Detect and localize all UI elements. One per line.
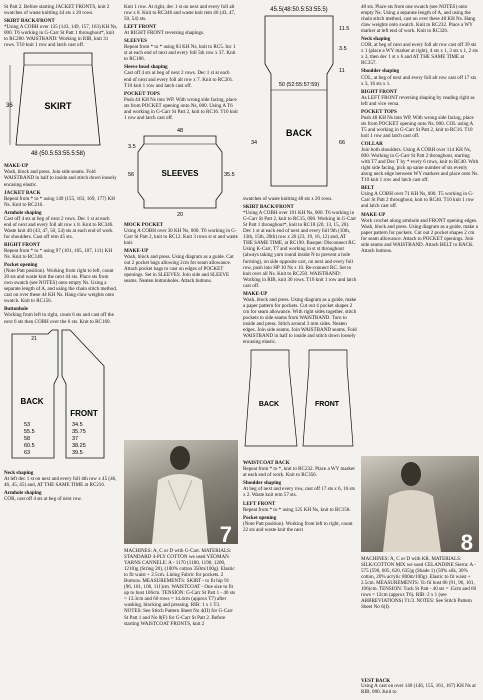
skirt-text: *Using A COBH over 135 (143, 149, 157, 163) KH Ns, 000. T6 working in G-Carr St Patt 1 throughout*, knit to RC280. WAISTBAND: Working in RIB, knit 31 rows. T10 knit 1 row and latch cast off. [4,24,118,49]
skirt-diagram [4,49,114,159]
armhole-2-text: COR, cast off 4 sts at beg of next row. [4,495,82,502]
wc-top-dim: 45.5(48:50.5:53:55.5) [270,7,328,13]
armhole-text: Cast off 4 sts at beg of next 2 rows. Dec 1 st at each end of next and every foll alt row x 8. Knit to RC346. Waste knit 40 (43, 47, 50, 54) sts at each end of work for shoulders. Cast off rem 45 sts. [4,215,114,240]
back-dim-0: 53 [24,421,31,428]
heading-buttonhole: Buttonhole [4,306,29,313]
heading-makeup-1: MAKE-UP [4,163,29,170]
buttonhole-text: Working from left to right, count 6 sts and cast off the next 6 sts then COBH over the 6 sts. Knit to RC160. [4,312,114,325]
neck-1-text: At left dec 1 st on next and every foll 4th row x 45 (46, 46, 45, 45) and, AT THE SAME TIME at RC216. [4,475,117,488]
front-label: FRONT [70,408,98,418]
heading-pocket-tops-2: POCKET TOPS [361,108,397,115]
back-dim-4: 63 [24,449,31,456]
pocket-opening-2-text: (Note Patt position). Working from left to right, count 22 sts and waste knit the next [243,520,353,533]
heading-vest-back: VEST BACK [361,678,391,684]
skirt-2-text: *Using A COBH over 191 KH Ns, 000. T6 working in G-Carr St Patt 2, knit to RC15, 000. Working in G-Carr St Patt 1 throughout*, knit to RC18 (20, 13, 15, 20). Dec 1 st at each end of next and every foll 9th (10th, 13th, 15th, 20th) row x 26 (23, 19, 16, 12) and, AT THE SAME TIME, at RC190. Basque: Disconnect RC. Using K-Carr, T7 and working in st st throughout (always taking yarn round inside N to prevent a hole forming), on side opposite carr, on next and every foll row, push into HP 10 Ns x 10. Re-connect RC. Set to knit over all Ns. Knit to RC250. WAISTBAND: Working in RIB, knit 30 rows. T10 knit 1 row and latch cast off. [243,210,357,289]
col2-top-text: Knit 1 row. At right, dec 1 st on next and every foll alt row x 8. Knit to RC346 and waste knit rem 40 (43, 47, 50, 54) sts. [124,4,236,23]
pocket-tops-text: Push 44 KH Ns into WP. With wrong side facing, place sts from POCKET opening onto Ns, 000. Using A T6 and working in G-Carr St Patt 2, knit to RC16. T10 knit 1 row and latch cast off. [124,96,238,121]
front-dim-3: 38.25 [72,442,86,449]
heading-makeup-3: MAKE-UP [243,290,268,297]
sleeves-text: Repeat from * to * using 83 KH Ns, knit to RC5. Inc 1 st at each end of next and every foll 5th row x 37. Knit to RC186. [124,44,236,63]
neck-2-text: COR, at beg of next and every foll alt row cast off 39 sts x 1 (place a WY marker at right), 4 sts x 1, 3 sts x 1, 2 sts x 3, then dec 1 st x 6 and AT THE SAME TIME at RC357. [361,42,478,67]
right-front-2-text: As LEFT FRONT reversing shaping by reading right as left and vice versa. [361,94,475,107]
front-dim-4: 39.5 [72,449,83,456]
wc-back-label: BACK [286,128,312,138]
skirt-pocket-diagrams [243,346,357,456]
shoulder-2-text: COL, at beg of next and every foll alt row cast off 17 sts x 3, 16 sts x 1. [361,74,477,87]
swatch-text: swatches of waste knitting 48 sts x 20 rows. [243,196,333,203]
waistcoat-diagram [243,4,357,194]
wc-dim-1: 3.5 [339,46,347,52]
makeup-1-text: Wash, block and press. Join side seams. Fold WAISTBAND in half to inside and stitch down loosely encasing elastic. [4,169,117,188]
intro-text: St Patt 2. Before starting JACKET FRONTS, knit 2 swatches of waste knitting 44 sts x 20 rows. [4,4,110,17]
skirt-width-dim: 48 (50.5:53:55.5:58) [30,151,86,158]
back-dim-2: 58 [24,435,31,442]
heading-left-front-2: LEFT FRONT [243,500,276,507]
heading-makeup-4: MAKE-UP [361,211,386,218]
heading-waistcoat-back: WAISTCOAT BACK [243,460,290,467]
heading-mock-pocket: MOCK POCKET [124,221,164,228]
heading-neck-2: Neck shaping [361,36,391,43]
sleeve-dim-4: 20 [176,211,184,218]
sleeve-dim-0: 48 [176,127,184,134]
heading-right-front-2: RIGHT FRONT [361,88,397,95]
skirt-label: SKIRT [44,101,72,112]
left-front-2-text: Repeat from * to * using 125 KH Ns, knit to RC158. [243,506,351,513]
sleeve-dim-3: 35.5 [224,171,235,178]
heading-skirt: SKIRT BACK/FRONT [4,18,55,25]
back-label: BACK [20,396,44,406]
wc-dim-4: 66 [339,140,346,146]
heading-neck-1: Neck shaping [4,469,34,476]
makeup-3-text: Wash, block and press. Using diagram as a guide, make a paper pattern for pockets. Cut out 4 pocket shapes 2 cm for seam allowance. With right sides together, stitch pockets to side seams from WAISTBAND. Turn to inside and press. Stitch around 3 mm sides. Neaten edges. Join side seams. Join WAISTBAND seams. Fold WAISTBAND in half to inside and stitch down loosely encasing elastic. [243,296,357,346]
column-1 [4,4,118,698]
mock-pocket-text: Using A COBH over 30 KH Ns, 000. T6 working in G-Carr St Patt 2, knit to RC12. Knit 3 rows st st and waste knit. [124,227,238,247]
heading-shoulder: Shoulder shaping [243,480,281,487]
back-dim-3: 60.5 [24,442,35,449]
pocket-opening-text: (Note Patt position). Working from right to left, count 20 sts and waste knit the next 44 sts. Place sts from own swatch (see NOTES) onto empty Ns. Using a separate length of A, and using the chain stitch method, cast on over these 44 KH Ns. Hang claw weights onto swatch. Knit to RC156. [4,268,118,305]
makeup-2-text: Wash, block and press. Using diagram as a guide. Cut out 2 pocket bags allowing 2cm for seam allowance. Attach pocket bags to cast on edges of POCKET openings. Set in SLEEVES. Join side and SLEEVE seams. Neaten buttonholes. Attach buttons. [124,254,234,285]
heading-belt: BELT [361,185,375,192]
heading-sleeves: SLEEVES [124,38,147,45]
heading-armhole-2: Armhole shaping [4,489,42,496]
waistcoat-back-text: Repeat from * to *, knit to RC232. Place a WY marker at each end of work. Knit to RC356. [243,466,355,479]
wc-dim-5: 34 [251,140,258,146]
front-dim-1: 35.75 [72,428,86,435]
wc-dim-0: 11.5 [339,26,350,32]
makeup-4-text: Work crochet along armhole and FRONT opening edges. Wash, block and press. Using diagram as a guide, make a paper pattern for pockets. Cut out 2 pocket shapes 2 cm for seam allowance. Attach to POCKET openings. Join side seams and WAISTBAND. Attach BELT to BACK. Attach buttons. [361,217,478,254]
pocket-tops-2-text: Push 48 KH Ns into WP. With wrong side facing, place sts from POCKET opening onto Ns, 000. COL using A T5 and working in G-Carr St Patt 2, knit to RC16. T10 knit 1 row and latch cast off. [361,114,474,139]
heading-shoulder-2: Shoulder shaping [361,68,399,75]
belt-text: Using A COBH over 71 KH Ns, 000. T5 working in G-Carr St Patt 2 throughout, knit to RC40. T10 knit 1 row and latch cast off. [361,191,474,210]
column-3 [243,4,357,698]
back-top-dim: 21 [31,335,37,342]
sleeve-head-text: Cast off 4 sts at beg of next 2 rows. Dec 1 st at each end of next and every foll alt row x 7. Knit to RC201. T10 knit 1 row and latch cast off. [124,70,234,89]
left-front-text: At RIGHT FRONT reversing shapings. [124,30,205,37]
wc-dim-2: 11 [339,68,345,74]
col4-top-text: 48 sts. Place sts from one swatch (see NOTES) onto empty Ns. Using a separate length of A, and using the chain stitch method, cast on over these 48 KH Ns. Hang claw weights onto swatch. Knit to RC232. Place a WY marker at left end of work. Knit to RC326. [361,4,476,35]
column-4 [361,4,479,698]
back-dim-1: 55.5 [24,428,35,435]
heading-skirt-2: SKIRT BACK/FRONT [243,204,294,211]
right-front-text: Repeat from * to * using 97 (101, 105, 107, 111) KH Ns. Knit to RC140. [4,247,112,261]
heading-pocket-opening: Pocket opening [4,262,38,269]
heading-pocket-tops: POCKET TOPS [124,90,160,97]
photo-8 [361,456,479,552]
shoulder-text: At beg of next and every row, cast off 17 sts x 6, 16 sts x 2. Waste knit rem 57 sts. [243,486,355,499]
heading-collar: COLLAR [361,140,383,147]
sleeves-label: SLEEVES [161,168,199,178]
heading-jacket-back: JACKET BACK [4,189,41,196]
jacket-back-text: Repeat from * to * using 149 (155, 163, 169, 177) KH Ns. Knit to RC216. [4,195,115,208]
back-front-diagram [4,326,116,466]
heading-right-front: RIGHT FRONT [4,241,40,248]
heading-pocket-opening-2: Pocket opening [243,514,277,521]
wc-dim-3: 50 (52:55:57:59) [278,82,320,88]
machines-7-text: MACHINES: A, C or D with G-Carr. MATERIALS: STANDARD 4-PLY COTTON we used YEOMAN YARNS CANNELE: A - 1170 (1180, 1190, 1200, 1210)g (String 20), (100% cotton 350m/100g). Elastic to fit waist + 2.5cm. Lining Fabric for pockets. 2 Buttons. MEASUREMENTS: SKIRT - to fit hip 91 (96, 101, 106, 111)cm. WAISTCOAT - One size to fit up to bust 106cm. TENSION: G-Carr St Patt 1 - 40 sts = 13.3cm and 60 rows = 14.4cm (approx T7) after washing, blocking and pressing. RIB: 1 x 1 T3. NOTES: See Stitch Pattern Sheet No 4(II) for G-Carr St Patt 1 and No 8(F) for G-Carr St Patt 2. Before starting WAISTCOAT FRONTS, knit 2 [124,548,236,627]
front-dim-2: 37 [72,435,79,442]
mini-front-label: FRONT [314,401,340,409]
column-2 [124,4,238,698]
heading-armhole: Armhole shaping [4,209,42,216]
sleeves-diagram [124,122,236,218]
heading-makeup-2: MAKE-UP [124,248,149,255]
heading-left-front: LEFT FRONT [124,24,157,31]
machines-8-text: MACHINES: A, C or D with KR. MATERIALS: SILK/COTTON MIX we used CELANDINE Sierra: A - 575 (590, 605, 620, 635)g (Shade 1) (50% silk, 30% cotton, 20% acrylic 800m/100g). Elastic to fit waist + 2.5cm. MEASUREMENTS: To fit bust 86 (91, 96, 101, 106)cm. TENSION: Tuck St Patt - 40 sts = 15cm and 60 rows = 12cm (approx T6). RIB: 2 x 1 (see ABBREVIATIONS) T1/3. NOTES: See Stitch Pattern Sheet No 6(I). [361,556,477,611]
heading-sleeve-head: Sleeve head shaping [124,64,168,71]
sleeve-dim-1: 3.5 [128,143,136,150]
photo-8-number: 8 [460,529,473,552]
vest-back-text: Using A cast on over 140 (146, 155, 161, 167) KH Ns at RIB, 000. Knit to [361,683,476,696]
skirt-length-dim: 36 [6,103,13,110]
photo-7-number: 7 [219,521,232,544]
photo-7 [124,440,238,544]
mini-back-label: BACK [258,401,280,409]
sleeve-dim-2: 56 [128,171,135,178]
front-dim-0: 34.5 [72,421,83,428]
collar-text: Join both shoulders. Using A COBH over 114 KH Ns, 000. Working in G-Carr St Patt 2 throughout, starting with T7 and Dec T by * every 6 rows, knit to RC40. With right side facing, pick up same number of sts evenly along neck edge between WY markers and place onto Ns. T10 knit 1 row and latch cast off. [361,147,479,184]
